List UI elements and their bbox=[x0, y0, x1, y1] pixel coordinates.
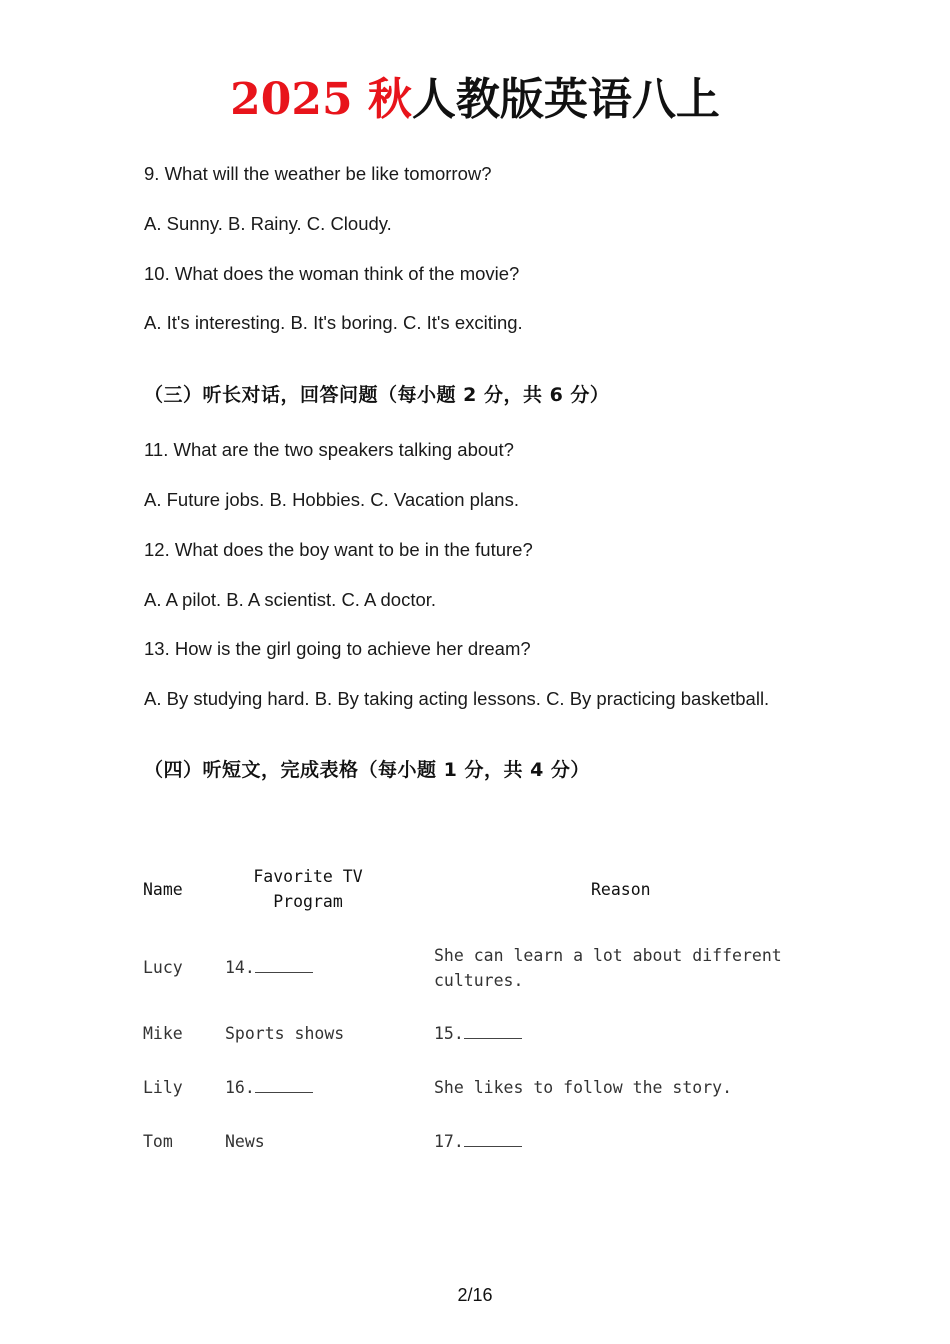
table-header-program: Favorite TV Program bbox=[253, 867, 363, 911]
table-cell-name: Lily bbox=[143, 1078, 183, 1097]
table-cell-reason bbox=[434, 1021, 522, 1046]
table-cell-program: News bbox=[225, 1132, 265, 1151]
page-number: 2/16 bbox=[457, 1285, 493, 1305]
table-cell-name: Tom bbox=[143, 1132, 173, 1151]
question-11: 11. What are the two speakers talking about? bbox=[144, 439, 514, 460]
answer-blank[interactable] bbox=[464, 1021, 522, 1039]
title-year-season: 2025 秋 bbox=[230, 74, 412, 125]
table-cell-program: Sports shows bbox=[225, 1024, 345, 1043]
question-12: 12. What does the boy want to be in the future? bbox=[144, 539, 533, 560]
answer-number: 16. bbox=[225, 1078, 255, 1097]
answer-number: 17. bbox=[434, 1132, 464, 1151]
table-cell-reason bbox=[434, 1129, 522, 1154]
title-textbook: 人教版英语八上 bbox=[411, 74, 720, 125]
table-header-name: Name bbox=[143, 880, 183, 899]
question-12-options: A. A pilot. B. A scientist. C. A doctor. bbox=[144, 589, 437, 610]
section-4-heading: （四）听短文，完成表格（每小题 1 分，共 4 分） bbox=[144, 759, 590, 781]
question-10: 10. What does the woman think of the movie? bbox=[144, 263, 520, 284]
answer-number: 15. bbox=[434, 1024, 464, 1043]
question-13: 13. How is the girl going to achieve her dream? bbox=[144, 638, 531, 659]
answer-blank[interactable] bbox=[255, 1075, 313, 1093]
table-cell-reason: She likes to follow the story. bbox=[434, 1078, 733, 1097]
question-9: 9. What will the weather be like tomorrow? bbox=[144, 163, 492, 184]
question-11-options: A. Future jobs. B. Hobbies. C. Vacation plans. bbox=[144, 489, 519, 510]
question-13-options: A. By studying hard. B. By taking acting lessons. C. By practicing basketball. bbox=[144, 688, 770, 709]
section-3-heading: （三）听长对话，回答问题（每小题 2 分，共 6 分） bbox=[144, 384, 610, 406]
document-title bbox=[0, 72, 950, 128]
question-9-options: A. Sunny. B. Rainy. C. Cloudy. bbox=[144, 213, 392, 234]
table-cell-name: Lucy bbox=[143, 958, 183, 977]
answer-blank[interactable] bbox=[255, 955, 313, 973]
table-cell-program bbox=[225, 1075, 313, 1100]
table-cell-reason: She can learn a lot about different cultures. bbox=[434, 946, 782, 990]
table-header-reason: Reason bbox=[591, 880, 651, 899]
answer-blank[interactable] bbox=[464, 1129, 522, 1147]
answer-number: 14. bbox=[225, 958, 255, 977]
table-cell-name: Mike bbox=[143, 1024, 183, 1043]
table-cell-program bbox=[225, 955, 313, 980]
question-10-options: A. It's interesting. B. It's boring. C. It's exciting. bbox=[144, 312, 523, 333]
